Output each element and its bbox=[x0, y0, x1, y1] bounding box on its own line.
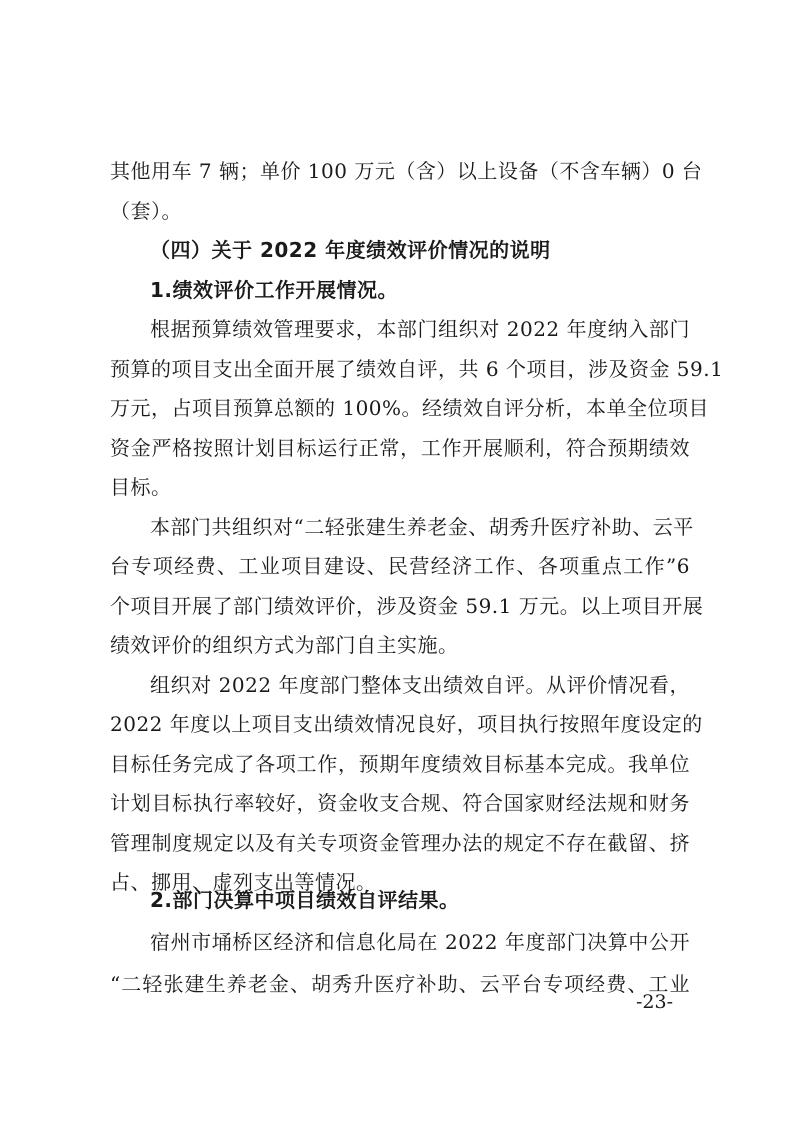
paragraph-line: 计划目标执行率较好，资金收支合规、符合国家财经法规和财务 bbox=[110, 791, 690, 815]
paragraph-line: 台专项经费、工业项目建设、民营经济工作、各项重点工作”6 bbox=[110, 554, 690, 578]
paragraph-line: 个项目开展了部门绩效评价，涉及资金 59.1 万元。以上项目开展 bbox=[110, 594, 704, 618]
paragraph-line: 目标任务完成了各项工作，预期年度绩效目标基本完成。我单位 bbox=[110, 752, 690, 776]
paragraph-line: 根据预算绩效管理要求，本部门组织对 2022 年度纳入部门 bbox=[150, 317, 690, 341]
paragraph-line: “二轻张建生养老金、胡秀升医疗补助、云平台专项经费、工业 bbox=[110, 972, 690, 996]
paragraph-line: 预算的项目支出全面开展了绩效自评，共 6 个项目，涉及资金 59.1 bbox=[110, 357, 724, 381]
paragraph-line: 资金严格按照计划目标运行正常，工作开展顺利，符合预期绩效 bbox=[110, 436, 690, 460]
paragraph-line: 管理制度规定以及有关专项资金管理办法的规定不存在截留、挤 bbox=[110, 831, 690, 855]
paragraph-line: 其他用车 7 辆；单价 100 万元（含）以上设备（不含车辆）0 台 bbox=[110, 159, 703, 183]
page-number: -23- bbox=[636, 991, 674, 1013]
section-heading: （四）关于 2022 年度绩效评价情况的说明 bbox=[150, 238, 551, 262]
paragraph-line: 本部门共组织对“二轻张建生养老金、胡秀升医疗补助、云平 bbox=[150, 515, 694, 539]
subsection-heading: 1.绩效评价工作开展情况。 bbox=[150, 278, 399, 302]
subsection-heading: 2.部门决算中项目绩效自评结果。 bbox=[150, 888, 460, 912]
paragraph-line: 占、挪用、虚列支出等情况。 bbox=[110, 870, 377, 894]
paragraph-line: 万元，占项目预算总额的 100%。经绩效自评分析，本单全位项目 bbox=[110, 396, 710, 420]
paragraph-line: 组织对 2022 年度部门整体支出绩效自评。从评价情况看， bbox=[150, 673, 690, 697]
paragraph-line: 2022 年度以上项目支出绩效情况良好，项目执行按照年度设定的 bbox=[110, 712, 703, 736]
paragraph-line: 宿州市埇桥区经济和信息化局在 2022 年度部门决算中公开 bbox=[150, 930, 690, 954]
paragraph-line: 绩效评价的组织方式为部门自主实施。 bbox=[110, 633, 459, 657]
paragraph-line: 目标。 bbox=[110, 475, 172, 499]
paragraph-line: （套）。 bbox=[110, 199, 182, 223]
